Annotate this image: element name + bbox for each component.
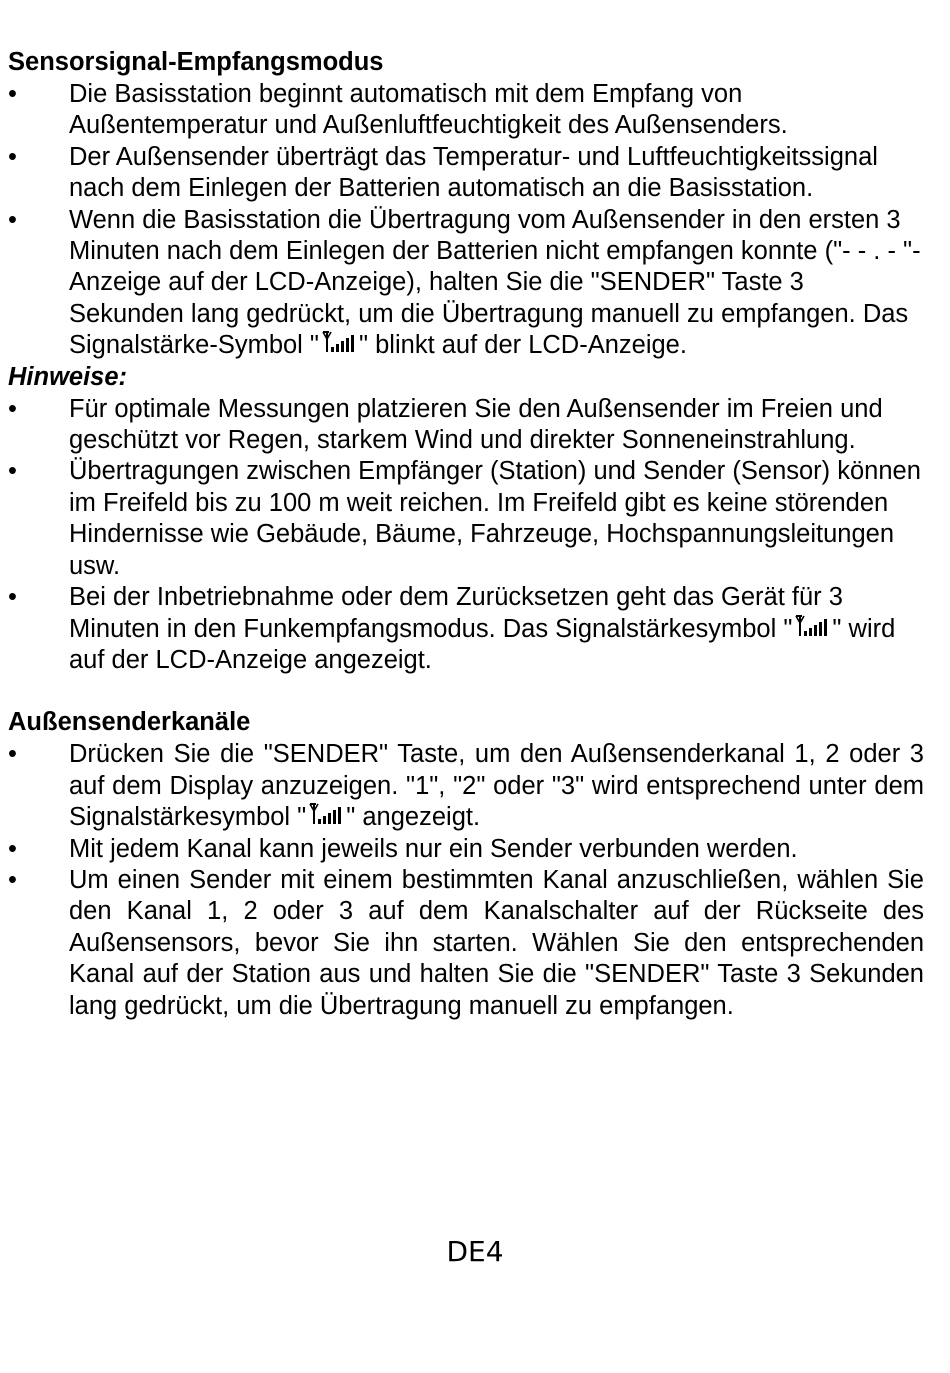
signal-strength-icon [794, 614, 830, 640]
list-item-text: Mit jedem Kanal kann jeweils nur ein Sender verbunden werden. [69, 834, 798, 863]
list-item-text: Wenn die Basisstation die Übertragung vom Außensender in den ersten 3 Minuten nach dem Einlegen der Batterien nicht empfangen konnte ("- - . - "-Anzeige auf der LCD-Anzeige), halten Sie die "SENDER" Taste 3 Sekunden lang gedrückt, um die Übertragung manuell zu empfangen. Das Signalstärke-Symbol " [69, 205, 921, 360]
sensor-signal-list [8, 79, 924, 362]
list-item-text: Um einen Sender mit einem bestimmten Kanal anzuschließen, wählen Sie den Kanal 1, 2 oder 3 auf dem Kanalschalter auf der Rückseite des Außensensors, bevor Sie ihn starten. Wählen Sie den entsprechenden Kanal auf der Station aus und halten Sie die "SENDER" Taste 3 Sekunden lang gedrückt, um die Übertragung manuell zu empfangen. [69, 865, 924, 1020]
page-number: DE4 [446, 1235, 504, 1268]
signal-strength-icon [308, 802, 344, 828]
notes-heading: Hinweise: [8, 362, 128, 391]
list-item-text-continued: " wird auf der LCD-Anzeige angezeigt. [69, 614, 896, 674]
list-item-text: Bei der Inbetriebnahme oder dem Zurücksetzen geht das Gerät für 3 Minuten in den Funkempfangsmodus. Das Signalstärkesymbol " [69, 583, 843, 643]
bullet-icon: • [8, 205, 17, 234]
bullet-icon: • [8, 394, 17, 423]
bullet-icon: • [8, 834, 17, 863]
list-item-text: Drücken Sie die "SENDER" Taste, um den Außensenderkanal 1, 2 oder 3 auf dem Display anzuzeigen. "1", "2" oder "3" wird entsprechend unter dem Signalstärkesymbol " [69, 740, 924, 832]
bullet-icon: • [8, 583, 17, 612]
list-item [8, 394, 924, 457]
list-item [8, 79, 924, 142]
list-item-text: Die Basisstation beginnt automatisch mit dem Empfang von Außentemperatur und Außenluftfeuchtigkeit des Außensenders. [69, 80, 788, 140]
bullet-icon: • [8, 80, 17, 108]
list-item [8, 205, 924, 362]
list-item [8, 456, 924, 582]
signal-strength-icon [321, 330, 357, 356]
list-item [8, 582, 924, 676]
bullet-icon: • [8, 142, 17, 171]
bullet-icon: • [8, 457, 17, 486]
bullet-icon: • [8, 740, 17, 769]
channels-list [8, 739, 924, 1022]
list-item [8, 834, 924, 865]
notes-list [8, 394, 924, 677]
list-item-text: Übertragungen zwischen Empfänger (Station) und Sender (Sensor) können im Freifeld bis zu 100 m weit reichen. Im Freifeld gibt es keine störenden Hindernisse wie Gebäude, Bäume, Fahrzeuge, Hochspannungsleitungen usw. [69, 457, 921, 580]
list-item-text: Der Außensender überträgt das Temperatur- und Luftfeuchtigkeitssignal nach dem Einlegen der Batterien automatisch an die Basisstation. [69, 142, 878, 203]
list-item [8, 142, 924, 205]
list-item-text-continued: " blinkt auf der LCD-Anzeige. [358, 331, 687, 360]
section-heading-channels: Außensenderkanäle [8, 708, 251, 737]
section-heading-sensor-signal: Sensorsignal-Empfangsmodus [8, 48, 384, 76]
list-item [8, 865, 924, 1022]
list-item [8, 739, 924, 833]
section-spacer [8, 676, 924, 707]
bullet-icon: • [8, 865, 17, 894]
manual-page [8, 47, 924, 1022]
list-item-text: Für optimale Messungen platzieren Sie den Außensender im Freien und geschützt vor Regen, starkem Wind und direkter Sonneneinstrahlung. [69, 394, 883, 455]
list-item-text-continued: " angezeigt. [346, 803, 481, 832]
